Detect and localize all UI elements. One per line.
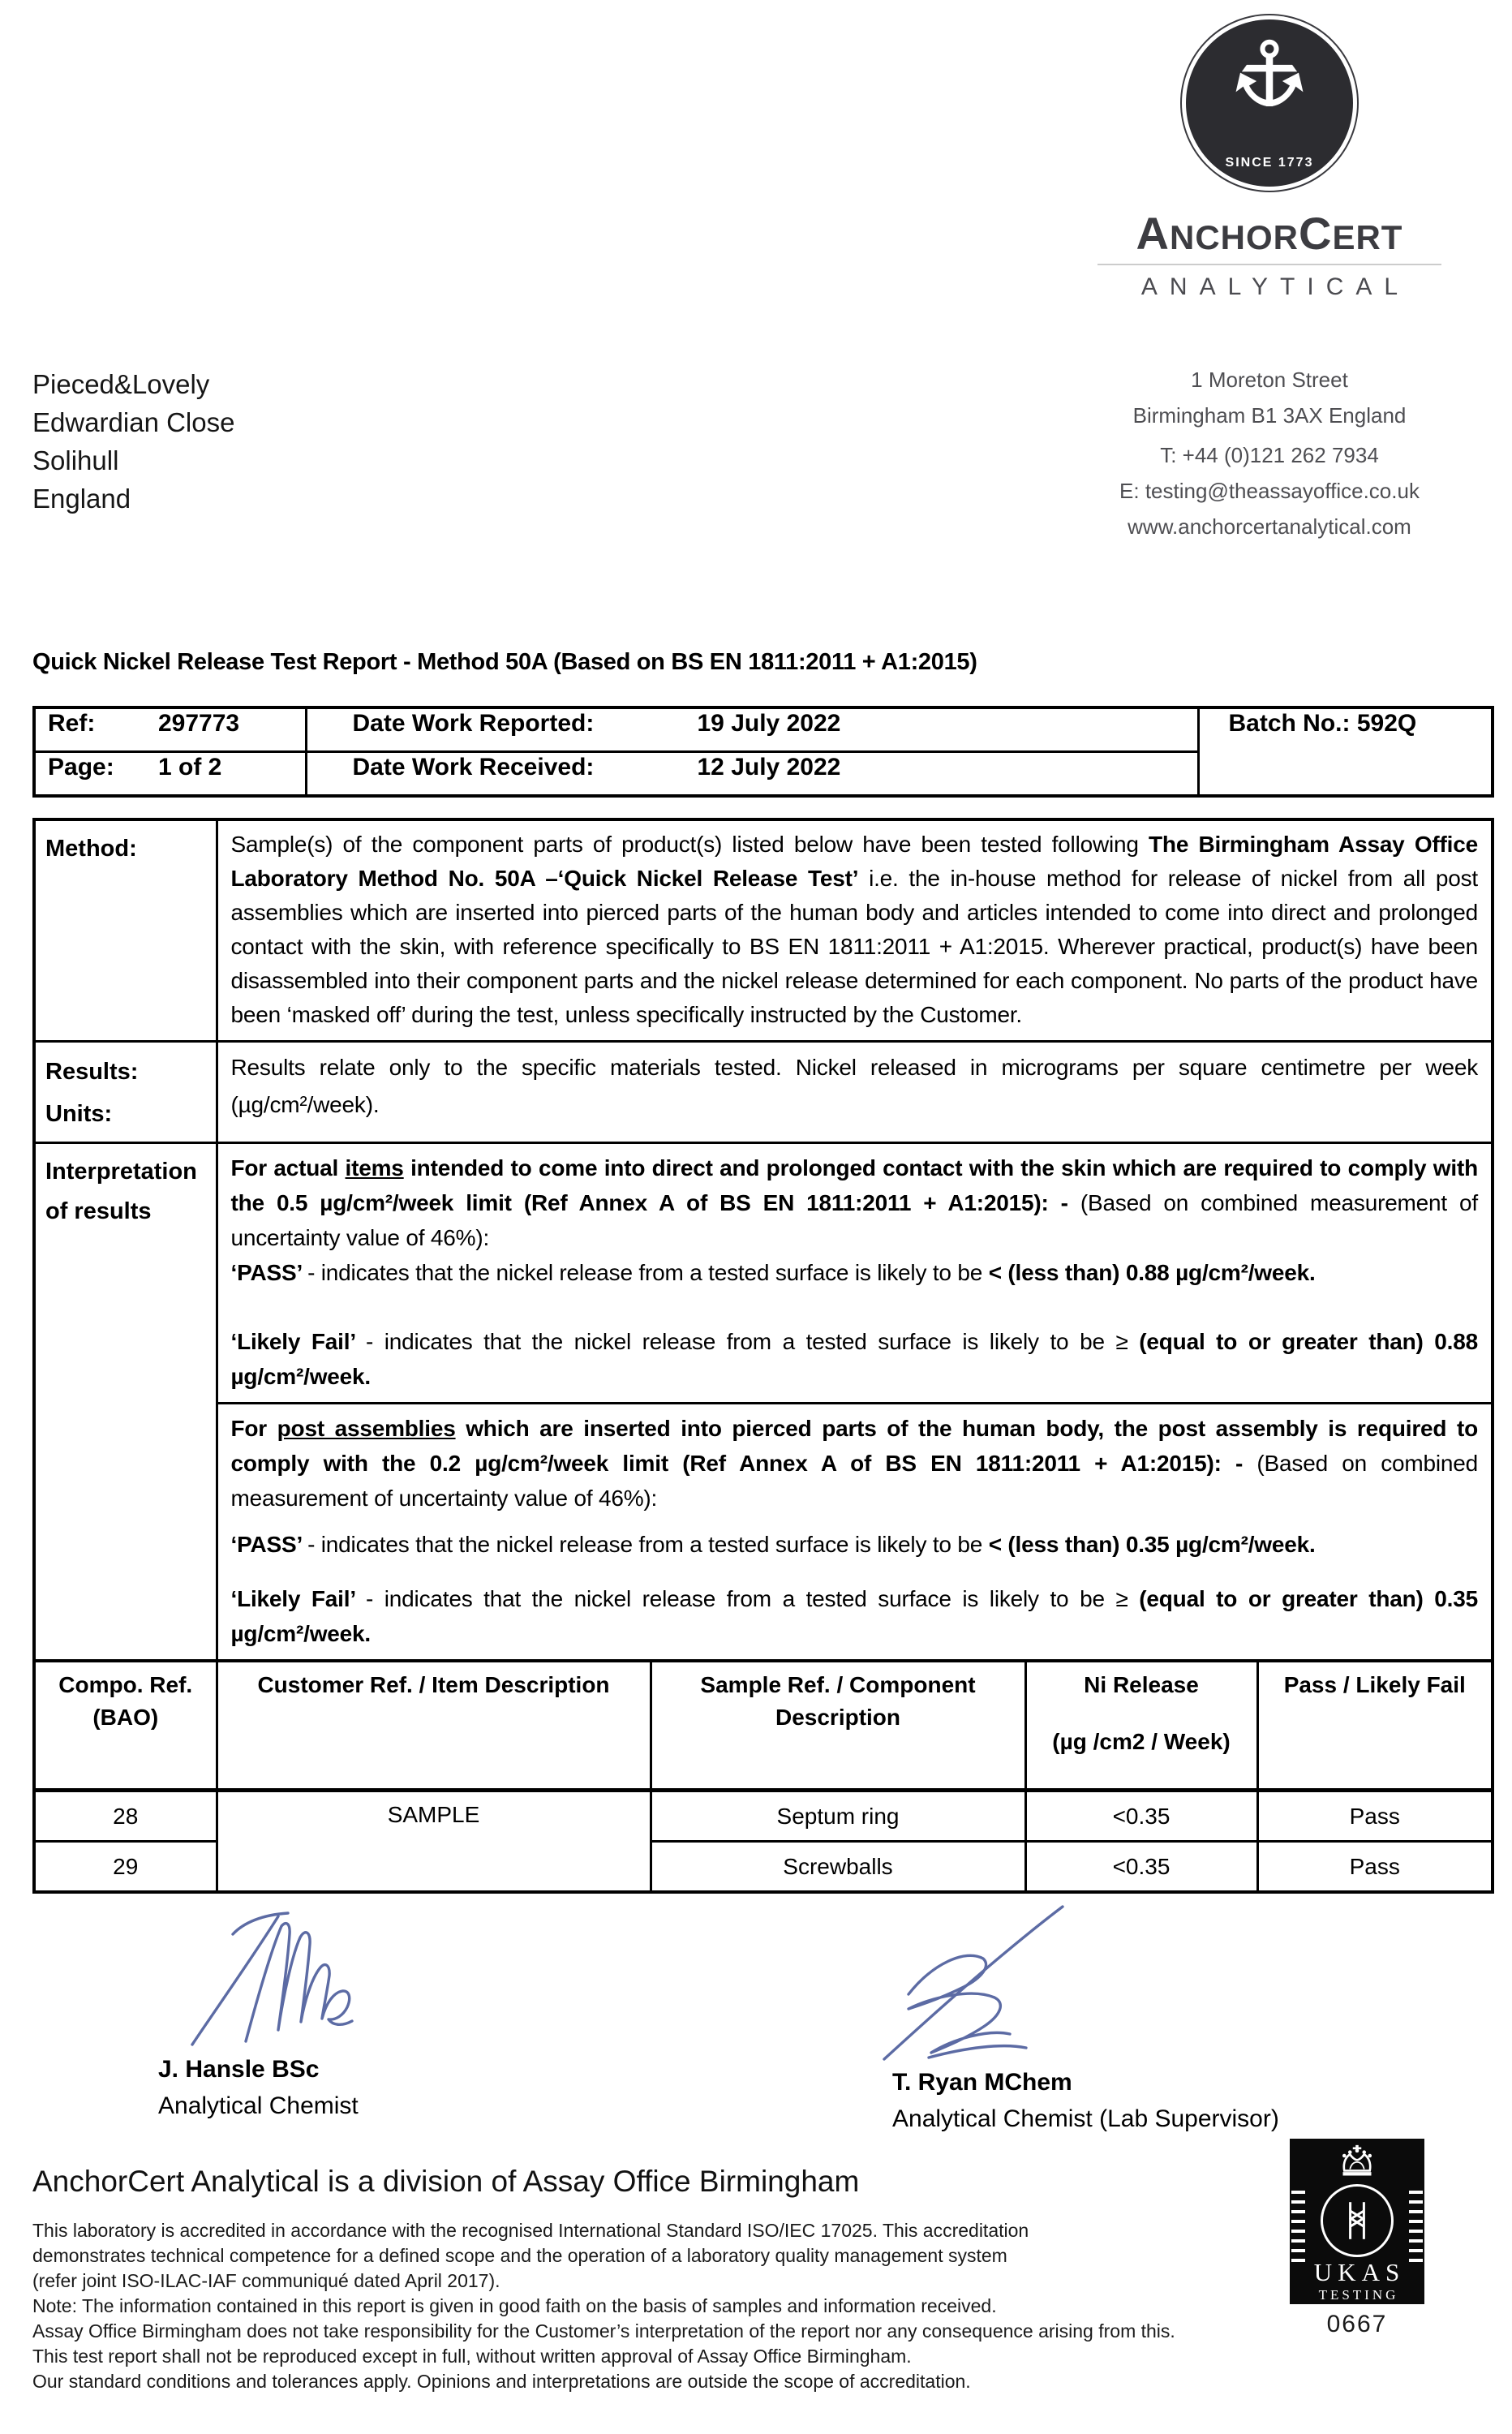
- ukas-type-text: TESTING: [1318, 2287, 1399, 2303]
- customer-address: [32, 365, 234, 518]
- sample-component-value: Septum ring: [651, 1791, 1025, 1842]
- handwritten-signature-icon: [166, 1899, 466, 2061]
- logo-wordmark: [1083, 208, 1456, 260]
- lab-phone: T: +44 (0)121 262 7934: [1160, 443, 1379, 467]
- wordmark-letters: ERT: [1332, 218, 1403, 256]
- handwritten-signature-icon: [852, 1889, 1201, 2084]
- signoff-left: [158, 2051, 359, 2124]
- smallprint-line: Note: The information contained in this report is given in good faith on the basis of samples and information received.: [32, 2295, 997, 2316]
- report-title: Quick Nickel Release Test Report - Method 50A (Based on BS EN 1811:2011 + A1:2015): [32, 649, 977, 675]
- smallprint-line: demonstrates technical competence for a defined scope and the operation of a laboratory quality management system: [32, 2245, 1007, 2266]
- interp-posts-fail: ‘Likely Fail’ - indicates that the nickel release from a tested surface is likely to be ≥ (equal to or greater than) 0.35 µg/cm²/week.: [230, 1586, 1479, 1646]
- compo-ref-value: 29: [34, 1842, 217, 1893]
- header-sample-line2: Description: [775, 1705, 901, 1730]
- ukas-emblem-circle: [1321, 2184, 1394, 2257]
- signature-right: [852, 1889, 1201, 2088]
- interp-posts-intro: For post assemblies which are inserted into pierced parts of the human body, the post assembly is required to comply with the 0.2 µg/cm²/week limit (Ref Annex A of BS EN 1811:2011 + A1:2015): - (Based on combined measurement of uncertainty value of 46%):: [230, 1416, 1479, 1511]
- table-row: [34, 1791, 1493, 1842]
- results-table-header: [34, 1661, 1493, 1791]
- interp-items-pass: ‘PASS’ - indicates that the nickel release from a tested surface is likely to be < (less than) 0.88 µg/cm²/week.: [230, 1260, 1316, 1285]
- customer-address-line: England: [32, 484, 131, 514]
- supervisor-role: Analytical Chemist (Lab Supervisor): [892, 2105, 1279, 2132]
- method-paragraph: Sample(s) of the component parts of product(s) listed below have been tested following The Birmingham Assay Office Laboratory Method No. 50A –‘Quick Nickel Release Test’ i.e. the in-house method for release of nickel from all post assemblies which are inserted into pierced parts of the human body and articles intended to come into direct and prolonged contact with the skin, with reference specifically to BS EN 1811:2011 + A1:2015. Wherever practical, product(s) have been disassembled into their component parts and the nickel release determined for each component. No parts of the product have been ‘masked off’ during the test, unless specifically instructed by the Customer.: [230, 832, 1478, 1027]
- wordmark-letters: NCHOR: [1170, 218, 1299, 256]
- ni-release-value: <0.35: [1025, 1842, 1257, 1893]
- ukas-logo: [1290, 2139, 1424, 2304]
- header-sample-line1: Sample Ref. / Component: [700, 1672, 976, 1697]
- header-pass-fail-text: Pass / Likely Fail: [1283, 1672, 1466, 1697]
- chemist-role: Analytical Chemist: [158, 2092, 359, 2119]
- date-reported-value: 19 July 2022: [697, 710, 841, 737]
- pass-fail-value: Pass: [1257, 1842, 1493, 1893]
- method-text-cell: [217, 819, 1493, 1042]
- lab-contact-details: [1079, 362, 1460, 544]
- customer-name: Pieced&Lovely: [32, 369, 210, 399]
- date-reported-cell: [306, 707, 1198, 752]
- ni-release-value: <0.35: [1025, 1791, 1257, 1842]
- interpretation-row-posts: [34, 1404, 1493, 1662]
- results-table: [32, 1659, 1494, 1894]
- ref-label: Ref:: [48, 710, 96, 737]
- page-label: Page:: [48, 754, 114, 781]
- lab-street: 1 Moreton Street: [1191, 368, 1348, 392]
- header-ni-line1: Ni Release: [1084, 1672, 1199, 1697]
- header-sample-ref: [651, 1661, 1025, 1791]
- header-customer-text: Customer Ref. / Item Description: [257, 1672, 610, 1697]
- logo-subtitle: ANALYTICAL: [1140, 273, 1411, 300]
- page-value: 1 of 2: [158, 754, 222, 781]
- results-units-row: [34, 1042, 1493, 1143]
- smallprint-line: This laboratory is accredited in accordance with the recognised International Standard ISO/IEC 17025. This accreditation: [32, 2220, 1029, 2241]
- compo-ref-value: 28: [34, 1791, 217, 1842]
- results-units-text-cell: [217, 1042, 1493, 1143]
- pass-fail-value: Pass: [1257, 1791, 1493, 1842]
- results-label: Results:: [45, 1059, 139, 1085]
- crown-icon: [1334, 2144, 1380, 2178]
- method-label: Method:: [45, 836, 137, 862]
- header-compo-line2: (BAO): [92, 1705, 159, 1730]
- anchorcert-logo: [1083, 15, 1456, 301]
- info-row-1: [34, 707, 1493, 752]
- report-body: [32, 818, 1491, 1894]
- results-units-label-cell: [34, 1042, 217, 1143]
- method-label-cell: [34, 819, 217, 1042]
- batch-cell: [1198, 707, 1493, 796]
- results-units-text: Results relate only to the specific materials tested. Nickel released in micrograms per square centimetre per week (µg/cm²/week).: [230, 1055, 1478, 1117]
- supervisor-name: T. Ryan MChem: [892, 2069, 1072, 2096]
- smallprint-line: Our standard conditions and tolerances apply. Opinions and interpretations are outside the scope of accreditation.: [32, 2371, 971, 2392]
- report-info-table: [32, 706, 1494, 798]
- interpretation-label-cell: [34, 1143, 217, 1662]
- interpretation-label-line2: of results: [45, 1198, 152, 1224]
- header-compo-line1: Compo. Ref.: [58, 1672, 193, 1697]
- header-pass-fail: [1257, 1661, 1493, 1791]
- lab-city: Birmingham B1 3AX England: [1132, 403, 1407, 428]
- ukas-accreditation-number: 0667: [1326, 2311, 1388, 2337]
- signoff-right: [892, 2064, 1279, 2137]
- wordmark-letter: C: [1299, 208, 1333, 259]
- method-row: [34, 819, 1493, 1042]
- batch-label: Batch No.:: [1228, 710, 1351, 737]
- interp-posts-pass: ‘PASS’ - indicates that the nickel release from a tested surface is likely to be < (less than) 0.35 µg/cm²/week.: [230, 1532, 1316, 1557]
- anchor-icon: [1220, 34, 1319, 133]
- logo-since-text: SINCE 1773: [1225, 156, 1314, 170]
- ukas-accreditation-mark: [1290, 2139, 1424, 2338]
- interpretation-items-cell: [217, 1143, 1493, 1404]
- ukas-scale-ticks-left: [1291, 2191, 1305, 2267]
- customer-ref-value: SAMPLE: [217, 1791, 651, 1893]
- lab-website: www.anchorcertanalytical.com: [1128, 514, 1411, 539]
- header-ni-release: [1025, 1661, 1257, 1791]
- header-customer-ref: [217, 1661, 651, 1791]
- date-reported-label: Date Work Reported:: [352, 710, 595, 737]
- smallprint-line: (refer joint ISO-ILAC-IAF communiqué dated April 2017).: [32, 2270, 500, 2291]
- ukas-name-text: UKAS: [1313, 2258, 1406, 2286]
- accreditation-smallprint: [32, 2218, 1175, 2394]
- signature-left: [166, 1899, 466, 2065]
- date-received-cell: [306, 752, 1198, 797]
- wordmark-divider: [1097, 264, 1441, 265]
- interpretation-row-items: [34, 1143, 1493, 1404]
- header-compo-ref: [34, 1661, 217, 1791]
- customer-address-line: Solihull: [32, 445, 119, 475]
- units-label: Units:: [45, 1101, 113, 1127]
- interpretation-label-line1: Interpretation: [45, 1159, 197, 1185]
- wordmark-letter: A: [1136, 208, 1170, 259]
- smallprint-line: Assay Office Birmingham does not take responsibility for the Customer’s interpretation of the report nor any consequence arising from this.: [32, 2320, 1175, 2342]
- sample-component-value: Screwballs: [651, 1842, 1025, 1893]
- chemist-name: J. Hansle BSc: [158, 2056, 320, 2083]
- batch-value: 592Q: [1356, 710, 1417, 737]
- date-received-label: Date Work Received:: [352, 754, 595, 781]
- interp-items-intro: For actual items intended to come into direct and prolonged contact with the skin which are required to comply with the 0.5 µg/cm²/week limit (Ref Annex A of BS EN 1811:2011 + A1:2015): - (Based on combined measurement of uncertainty value of 46%):: [230, 1155, 1478, 1250]
- anchor-emblem: [1186, 19, 1353, 187]
- page-cell: [34, 752, 306, 797]
- division-statement: AnchorCert Analytical is a division of Assay Office Birmingham: [32, 2165, 860, 2198]
- ukas-symbol-icon: [1333, 2196, 1381, 2245]
- method-table: [32, 818, 1494, 1662]
- header-ni-units: (µg /cm2 / Week): [1052, 1729, 1231, 1754]
- interpretation-posts-cell: [217, 1404, 1493, 1662]
- smallprint-line: This test report shall not be reproduced except in full, without written approval of Assay Office Birmingham.: [32, 2346, 912, 2367]
- lab-email: E: testing@theassayoffice.co.uk: [1119, 479, 1420, 503]
- ukas-scale-ticks-right: [1409, 2191, 1423, 2267]
- interp-items-fail: ‘Likely Fail’ - indicates that the nickel release from a tested surface is likely to be ≥ (equal to or greater than) 0.88 µg/cm²/week.: [230, 1329, 1479, 1389]
- ref-cell: [34, 707, 306, 752]
- ref-value: 297773: [158, 710, 240, 737]
- customer-address-line: Edwardian Close: [32, 407, 235, 437]
- date-received-value: 12 July 2022: [697, 754, 841, 781]
